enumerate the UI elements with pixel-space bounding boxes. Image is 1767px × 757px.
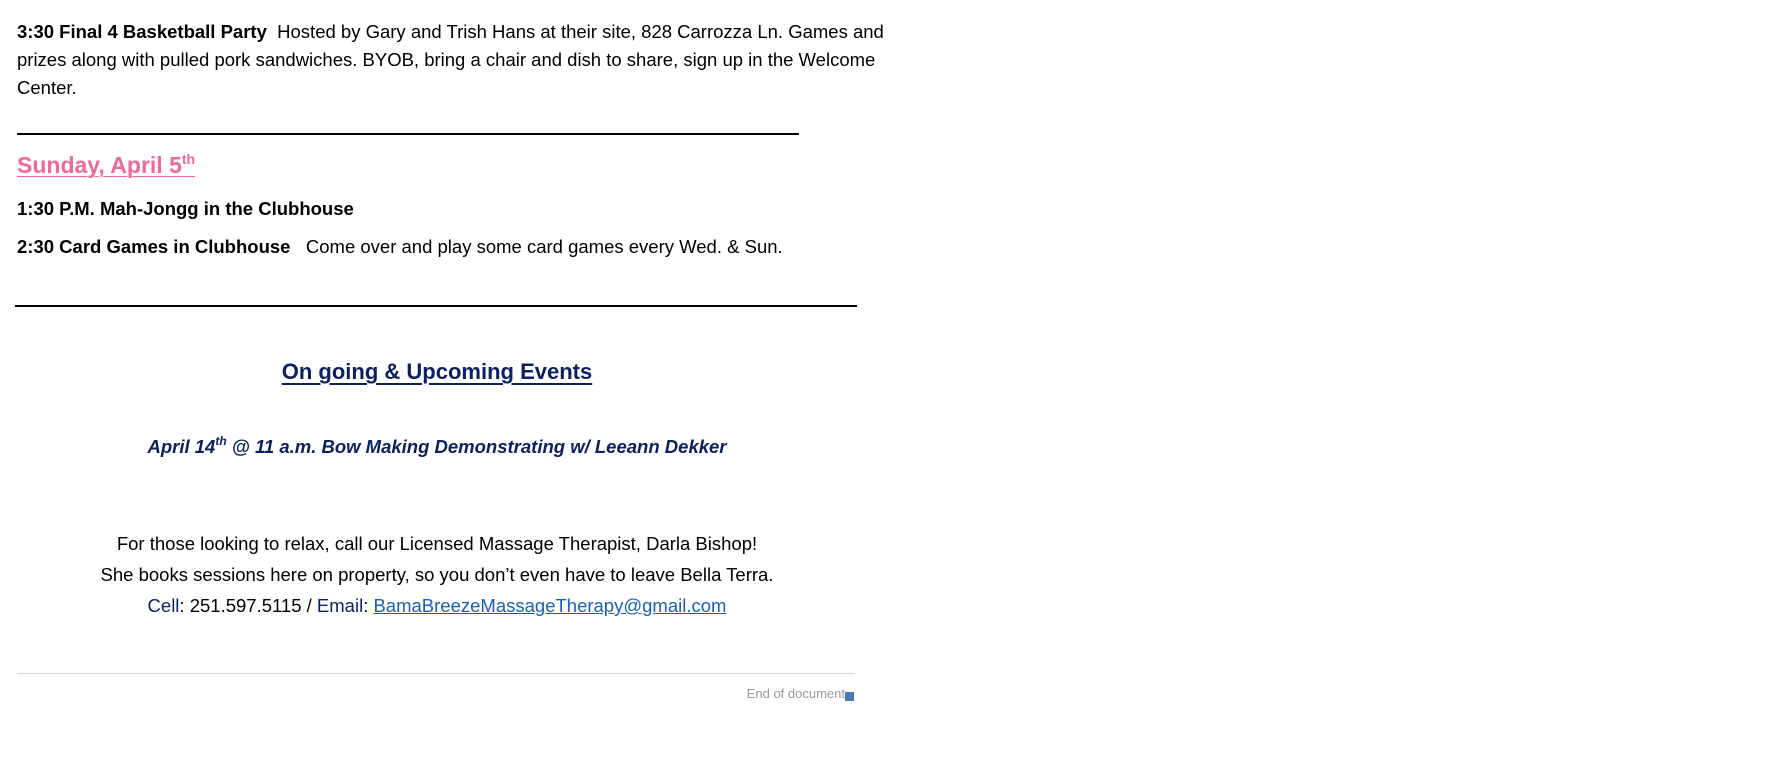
end-marker-icon [845, 692, 854, 701]
sunday-heading [17, 151, 195, 179]
cell-label: Cell [147, 595, 180, 616]
event-date-sup: th [215, 434, 227, 448]
massage-line-2: She books sessions here on property, so you don’t even have to leave Bella Terra. [100, 564, 774, 585]
party-desc-line-3: Center. [17, 77, 77, 98]
sunday-heading-text: Sunday, April 5 [17, 152, 182, 178]
massage-line-1: For those looking to relax, call our Licensed Massage Therapist, Darla Bishop! [116, 533, 758, 554]
upcoming-events-title: On going & Upcoming Events [281, 359, 593, 384]
party-desc-line-1: Hosted by Gary and Trish Hans at their site, 828 Carrozza Ln. Games and [277, 21, 884, 42]
card-games-line [17, 233, 857, 261]
event-details: @ 11 a.m. Bow Making Demonstrating w/ Leeann Dekker [226, 436, 727, 457]
section-divider-2 [15, 305, 857, 307]
event-date: April 14 [147, 436, 216, 457]
cell-value: : 251.597.5115 / [179, 595, 317, 616]
massage-contact-line [17, 590, 857, 621]
party-paragraph [17, 18, 884, 102]
sunday-heading-sup: th [181, 151, 196, 167]
end-of-document-label: End of document [746, 686, 845, 701]
section-divider-1 [17, 133, 799, 135]
email-separator: : [363, 595, 374, 616]
footer-divider [17, 673, 855, 674]
email-link[interactable]: BamaBreezeMassageTherapy@gmail.com [373, 595, 727, 616]
card-games-desc: Come over and play some card games every Wed. & Sun. [305, 236, 783, 257]
mahjongg-line: 1:30 P.M. Mah-Jongg in the Clubhouse [17, 198, 354, 219]
party-title: 3:30 Final 4 Basketball Party [17, 21, 267, 42]
email-label: Email [316, 595, 364, 616]
card-games-title: 2:30 Card Games in Clubhouse [17, 236, 291, 257]
bow-making-event [17, 434, 857, 458]
party-desc-line-2: prizes along with pulled pork sandwiches. BYOB, bring a chair and dish to share, sign up in the Welcome [17, 49, 876, 70]
